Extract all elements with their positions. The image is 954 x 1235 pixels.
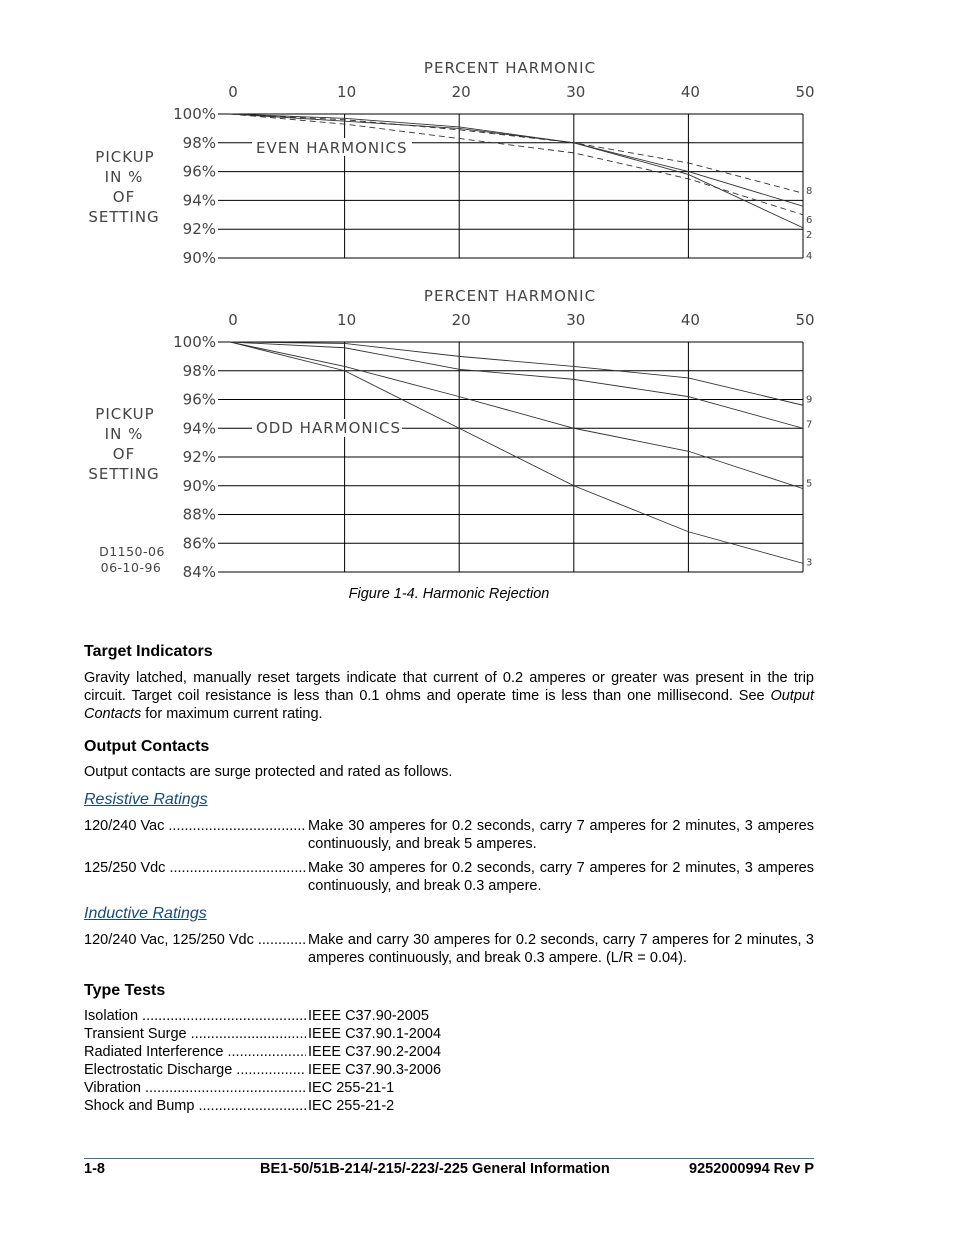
type-test-label: Shock and Bump .....: [84, 1097, 306, 1115]
y-tick-label: 90%: [182, 249, 216, 267]
y-axis-label-line: SETTING: [88, 208, 160, 226]
x-tick-label: 50: [795, 311, 815, 329]
y-tick-label: 96%: [182, 390, 216, 409]
figure-caption: Figure 1-4. Harmonic Rejection: [348, 586, 550, 602]
y-tick-label: 92%: [182, 220, 216, 239]
output-contacts-heading: Output Contacts: [84, 738, 210, 755]
rating-label: 120/240 Vac .....: [84, 817, 306, 835]
curve-label: 6: [806, 215, 813, 227]
y-tick-label: 90%: [182, 476, 216, 495]
y-axis-label-line: OF: [112, 188, 136, 206]
curve-label: 7: [806, 419, 813, 431]
curve-label: 9: [806, 394, 813, 406]
y-tick-label: 88%: [182, 505, 216, 524]
type-test-value: IEEE C37.90.3-2006: [308, 1062, 442, 1078]
x-tick-label: 0: [228, 311, 238, 329]
y-tick-label: 100%: [173, 105, 216, 123]
type-test-value: IEEE C37.90.1-2004: [308, 1026, 442, 1042]
curve-label: 3: [806, 557, 813, 569]
even-harmonics-chart: [0, 0, 954, 275]
rating-label: 120/240 Vac, 125/250 Vdc .....: [84, 931, 306, 949]
series-label: EVEN HARMONICS: [256, 139, 408, 157]
rating-value: Make and carry 30 amperes for 0.2 seconds, carry 7 amperes for 2 minutes, 3 amperes continuously, and break 0.3 ampere. (L/R = 0.04).: [308, 932, 814, 966]
type-test-label: Isolation .....: [84, 1007, 306, 1025]
output-contacts-text: Output contacts are surge protected and rated as follows.: [84, 764, 453, 780]
target-indicators-text-part: for maximum current rating.: [145, 706, 323, 722]
drawing-date: 06-10-96: [100, 560, 162, 575]
type-test-value: IEC 255-21-1: [308, 1080, 395, 1096]
y-tick-label: 86%: [182, 534, 216, 553]
series-line-3: [230, 342, 803, 563]
curve-label: 4: [806, 250, 813, 262]
x-tick-label: 0: [228, 83, 238, 101]
x-tick-label: 30: [566, 311, 586, 329]
y-tick-label: 98%: [182, 133, 216, 152]
footer-title: BE1-50/51B-214/-215/-223/-225 General Information: [260, 1161, 610, 1177]
footer-divider: [84, 1158, 814, 1159]
type-test-value: IEEE C37.90-2005: [308, 1008, 429, 1024]
y-tick-label: 94%: [182, 419, 216, 438]
series-line-6: [230, 114, 803, 206]
curve-label: 8: [806, 186, 813, 198]
target-indicators-text: [84, 669, 814, 723]
y-tick-label: 84%: [182, 563, 216, 580]
target-indicators-heading: Target Indicators: [84, 643, 213, 660]
y-axis-label-line: IN %: [104, 168, 144, 186]
resistive-ratings-heading: Resistive Ratings: [84, 791, 208, 808]
series-line-9: [230, 342, 803, 405]
y-tick-label: 100%: [173, 333, 216, 351]
footer-page-number: 1-8: [84, 1161, 105, 1177]
x-tick-label: 40: [680, 311, 700, 329]
odd-harmonics-chart: [0, 280, 954, 580]
target-indicators-text-part: Gravity latched, manually reset targets indicate that current of 0.2 amperes or greater was present in the trip circuit. Target coil resistance is less than 0.1 ohms and operate time is less than one millisecond. See: [84, 670, 814, 704]
y-tick-label: 94%: [182, 191, 216, 210]
y-axis-label-line: IN %: [104, 425, 144, 443]
type-test-label: Electrostatic Discharge .....: [84, 1061, 306, 1079]
x-tick-label: 10: [337, 83, 357, 101]
type-test-value: IEC 255-21-2: [308, 1098, 395, 1114]
type-test-label: Vibration .....: [84, 1079, 306, 1097]
type-test-value: IEEE C37.90.2-2004: [308, 1044, 442, 1060]
rating-label: 125/250 Vdc .....: [84, 859, 306, 877]
x-tick-label: 40: [680, 83, 700, 101]
curve-label: 5: [806, 478, 813, 490]
x-tick-label: 30: [566, 83, 586, 101]
y-tick-label: 92%: [182, 448, 216, 466]
y-axis-label-line: OF: [112, 445, 136, 463]
x-tick-label: 50: [795, 83, 815, 101]
output-contacts-reference: Output Contacts: [84, 688, 814, 722]
x-tick-label: 10: [337, 311, 357, 329]
x-tick-label: 20: [451, 83, 471, 101]
y-tick-label: 98%: [182, 361, 216, 380]
y-tick-label: 96%: [182, 162, 216, 181]
y-axis-label-line: PICKUP: [95, 148, 155, 166]
type-test-label: Radiated Interference .....: [84, 1043, 306, 1061]
rating-value: Make 30 amperes for 0.2 seconds, carry 7 amperes for 2 minutes, 3 amperes continuously, and break 0.3 ampere.: [308, 860, 814, 894]
rating-value: Make 30 amperes for 0.2 seconds, carry 7 amperes for 2 minutes, 3 amperes continuously, and break 5 amperes.: [308, 818, 814, 852]
x-tick-label: 20: [451, 311, 471, 329]
y-axis-label-line: SETTING: [88, 465, 160, 483]
x-axis-title: PERCENT HARMONIC: [423, 287, 597, 305]
series-label: ODD HARMONICS: [256, 419, 402, 437]
y-axis-label-line: PICKUP: [95, 405, 155, 423]
series-line-2: [230, 114, 803, 215]
x-axis-title: PERCENT HARMONIC: [423, 59, 597, 77]
footer-doc-number: 9252000994 Rev P: [689, 1161, 814, 1177]
inductive-ratings-heading: Inductive Ratings: [84, 905, 207, 922]
drawing-id: D1150-06: [99, 544, 165, 559]
curve-label: 2: [806, 229, 813, 241]
type-tests-heading: Type Tests: [84, 982, 166, 999]
type-test-label: Transient Surge .....: [84, 1025, 306, 1043]
